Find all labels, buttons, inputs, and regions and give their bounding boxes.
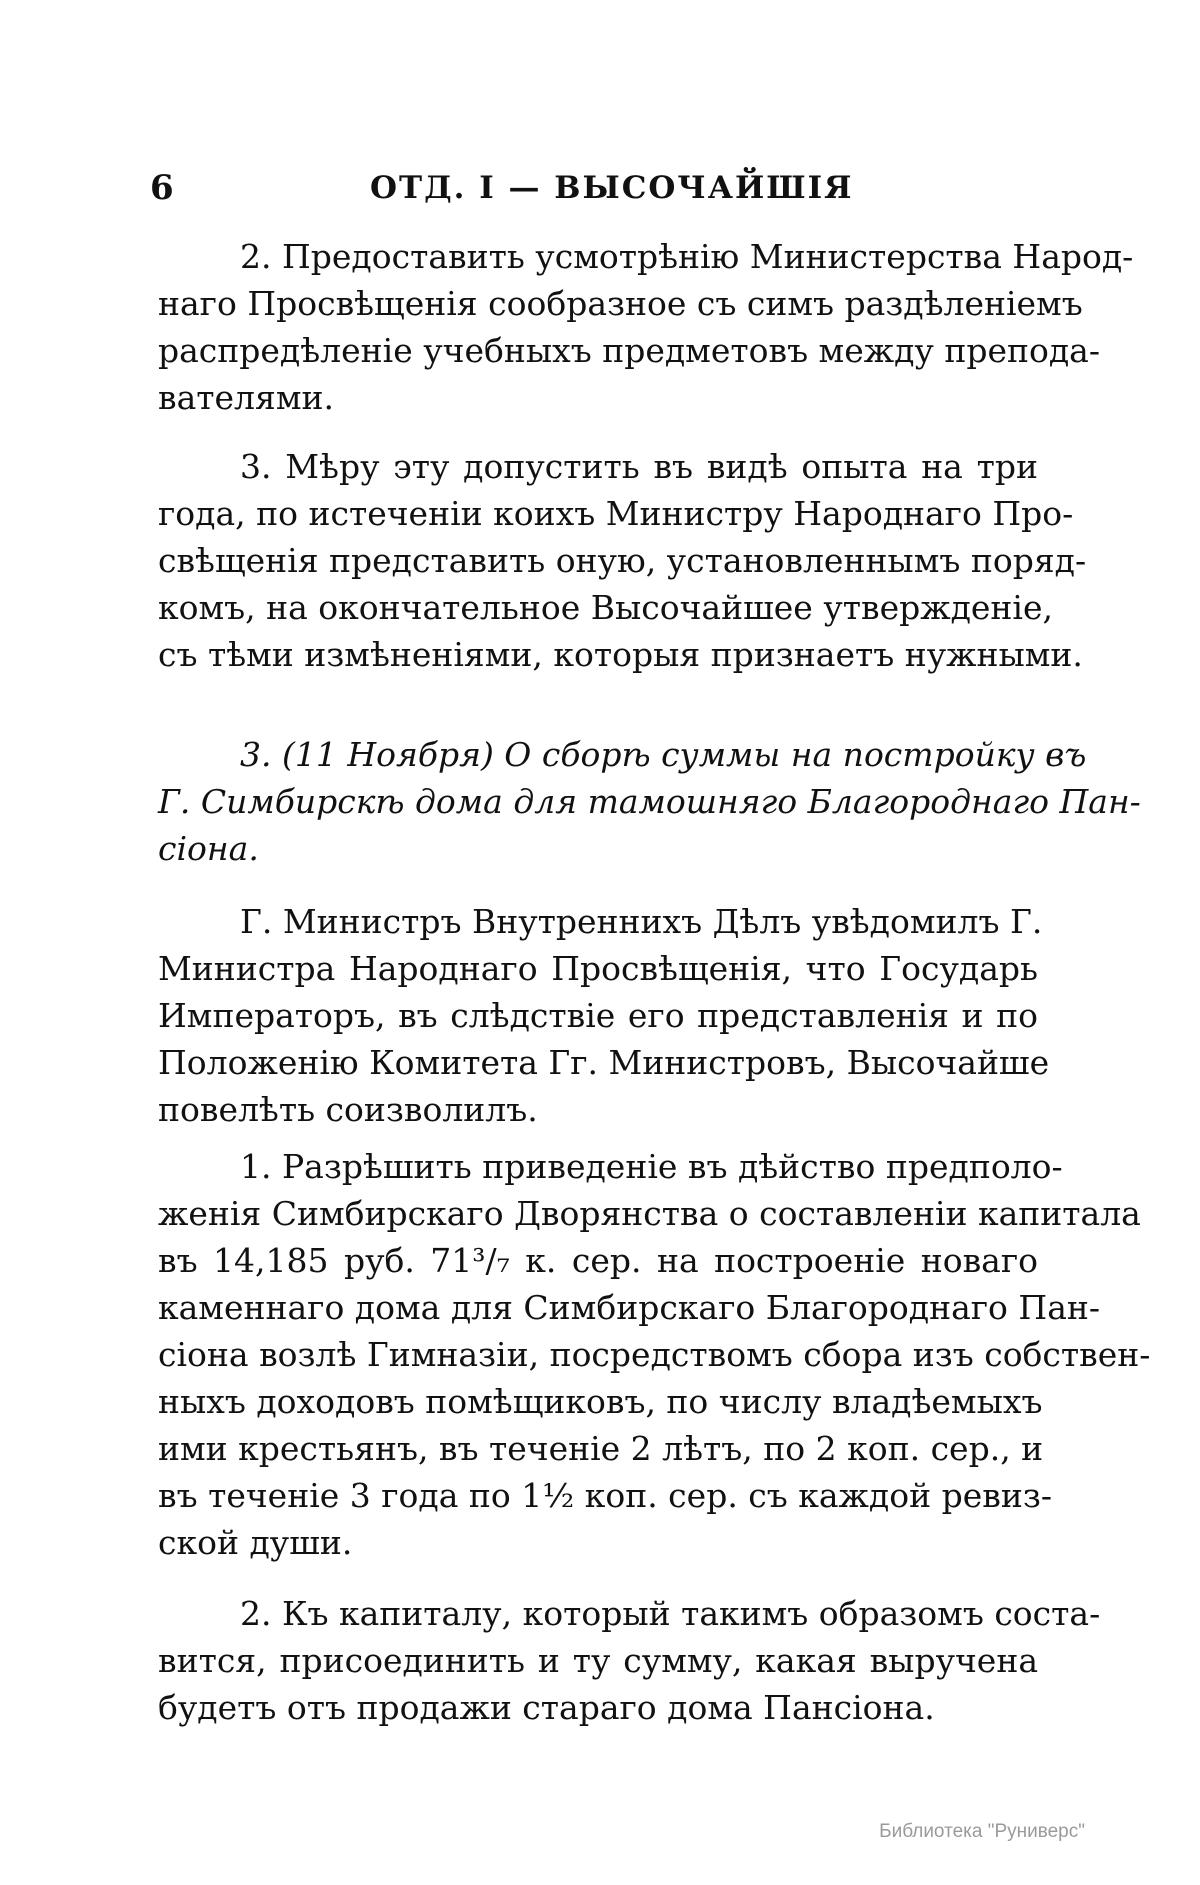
text-line: въ 14,185 руб. 71³/₇ к. сер. на построеніе новаго <box>158 1241 1038 1280</box>
text-line: женія Симбирскаго Дворянства о составленіи капитала <box>158 1194 1141 1233</box>
text-line: въ теченіе 3 года по 1½ коп. сер. съ каждой ревиз- <box>158 1476 1052 1515</box>
text-line: сіона. <box>158 829 259 868</box>
text-line: каменнаго дома для Симбирскаго Благороднаго Пан- <box>158 1288 1101 1327</box>
text-line: повелѣть соизволилъ. <box>158 1090 538 1129</box>
text-line: свѣщенія представить оную, установленнымъ поряд- <box>158 541 1087 580</box>
text-line: сіона возлѣ Гимназіи, посредствомъ сбора изъ собствен- <box>158 1335 1151 1374</box>
paragraph-item-1 <box>158 1143 1151 1566</box>
text-line: комъ, на окончательное Высочайшее утвержденіе, <box>158 588 1053 627</box>
text-line: 2. Предоставить усмотрѣнію Министерства Народ- <box>240 237 1134 276</box>
text-line: ими крестьянъ, въ теченіе 2 лѣтъ, по 2 коп. сер., и <box>158 1429 1044 1468</box>
library-watermark: Библиотека "Руниверс" <box>879 1821 1085 1842</box>
paragraph-intro <box>158 898 1050 1133</box>
page-number: 6 <box>150 168 174 208</box>
text-line: распредѣленіе учебныхъ предметовъ между препода- <box>158 331 1100 370</box>
text-line: Императоръ, въ слѣдствіе его представленія и по <box>158 996 1038 1035</box>
decree-heading <box>158 731 1141 872</box>
text-line: Положенію Комитета Гг. Министровъ, Высочайше <box>158 1043 1050 1082</box>
text-line: будетъ отъ продажи стараго дома Пансіона. <box>158 1688 935 1727</box>
text-line: съ тѣми измѣненіями, которыя признаетъ нужными. <box>158 635 1083 674</box>
running-head: ОТД. I — ВЫСОЧАЙШІЯ <box>370 170 854 206</box>
paragraph-item-2b <box>158 1590 1101 1731</box>
text-line: 2. Къ капиталу, который такимъ образомъ соста- <box>240 1594 1101 1633</box>
text-line: ныхъ доходовъ помѣщиковъ, по числу владѣемыхъ <box>158 1382 1043 1421</box>
text-line: Г. Министръ Внутреннихъ Дѣлъ увѣдомилъ Г. <box>240 902 1043 941</box>
paragraph-item-3 <box>158 443 1087 678</box>
text-line: вателями. <box>158 378 334 417</box>
text-line: ской души. <box>158 1523 353 1562</box>
text-line: Г. Симбирскѣ дома для тамошняго Благороднаго Пан- <box>158 782 1141 821</box>
text-line: 3. Мѣру эту допустить въ видѣ опыта на три <box>240 447 1038 486</box>
text-line: наго Просвѣщенія сообразное съ симъ раздѣленіемъ <box>158 284 1083 323</box>
text-line: 3. (11 Ноября) О сборѣ суммы на постройку въ <box>240 735 1087 774</box>
paragraph-item-2 <box>158 233 1134 421</box>
text-line: Министра Народнаго Просвѣщенія, что Государь <box>158 949 1038 988</box>
text-line: вится, присоединить и ту сумму, какая выручена <box>158 1641 1038 1680</box>
text-line: 1. Разрѣшить приведеніе въ дѣйство предполо- <box>240 1147 1063 1186</box>
text-line: года, по истеченіи коихъ Министру Народнаго Про- <box>158 494 1074 533</box>
page-header <box>150 168 1050 212</box>
